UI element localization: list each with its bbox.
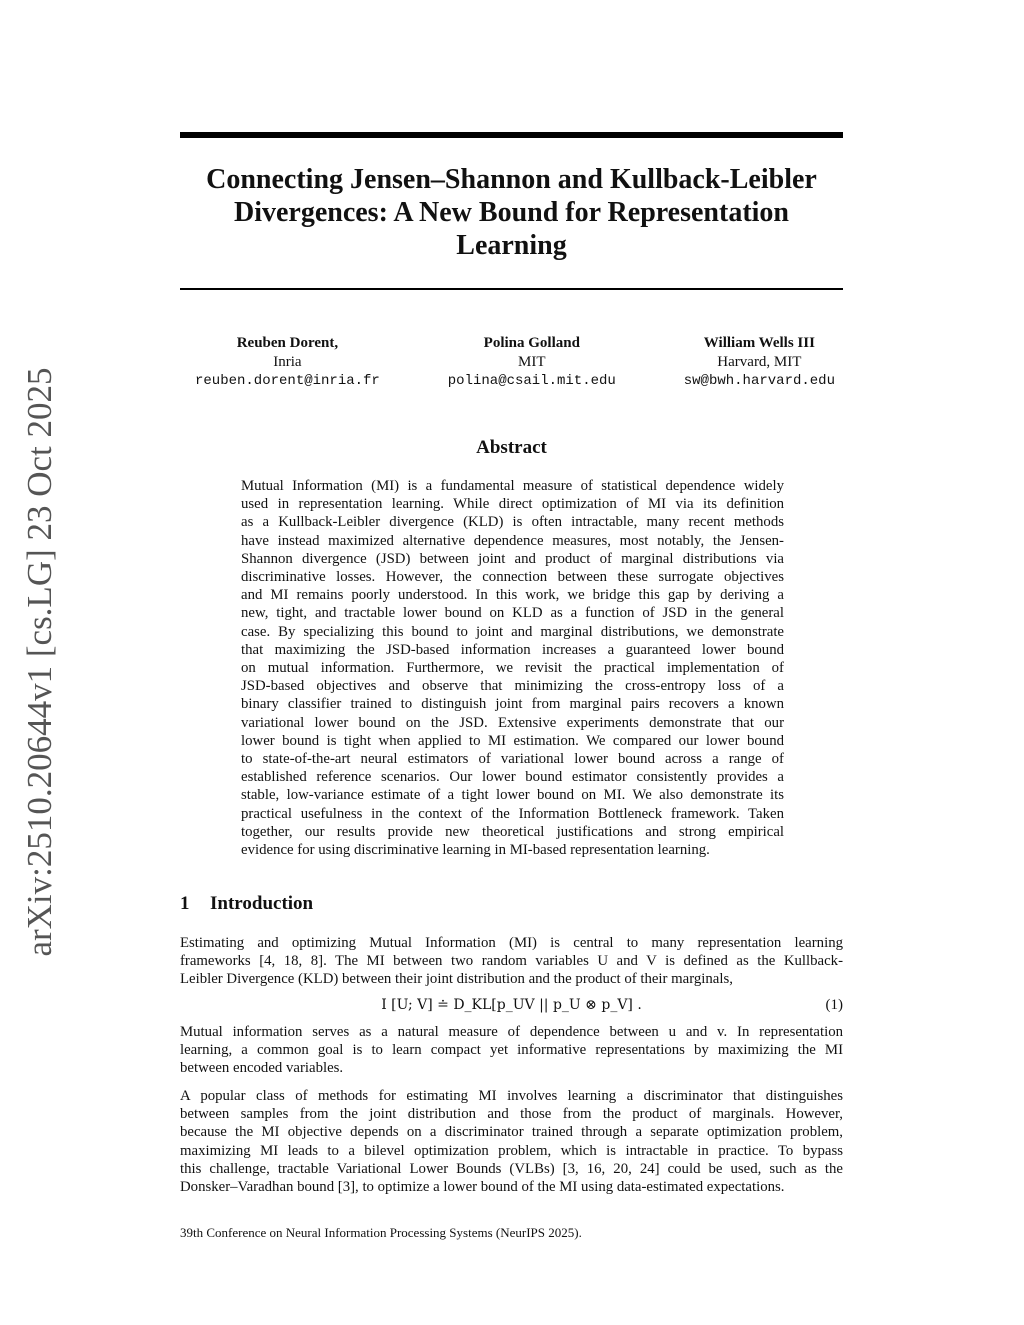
title-line: Learning [456, 230, 567, 261]
author-list [195, 334, 835, 391]
intro-paragraph-2 [180, 1023, 843, 1078]
author-affiliation: MIT [518, 354, 546, 370]
abstract-line: on mutual information. Furthermore, we revisit the practical implementation of [241, 660, 784, 677]
author-email: reuben.dorent@inria.fr [195, 373, 380, 389]
conference-footnote: 39th Conference on Neural Information Processing Systems (NeurIPS 2025). [180, 1225, 582, 1240]
equation-1 [180, 995, 843, 1015]
abstract-body [241, 477, 784, 859]
abstract-line: variational lower bound on the JSD. Extensive experiments demonstrate that our [241, 714, 784, 731]
abstract-line: Shannon divergence (JSD) between joint and product of marginal distributions via [241, 550, 784, 567]
author-name: Polina Golland [483, 335, 580, 351]
abstract-line: discriminative losses. However, the connection between these surrogate objectives [241, 569, 784, 586]
abstract-line: have instead maximized alternative dependence measures, most notably, the Jensen- [241, 532, 784, 549]
section-title: Introduction [210, 893, 314, 914]
abstract-line: binary classifier trained to distinguish joint from marginal pairs recovers a known [241, 696, 784, 713]
paragraph-line: Estimating and optimizing Mutual Information (MI) is central to many representation learning [180, 935, 843, 951]
paragraph-line: Leibler Divergence (KLD) between their joint distribution and the product of their marginals, [180, 971, 733, 988]
intro-paragraph-1 [180, 934, 843, 989]
paper-title [180, 163, 843, 262]
abstract-line: evidence for using discriminative learning in MI-based representation learning. [241, 842, 710, 859]
abstract-line: that maximizing the JSD-based information increases a guaranteed lower bound [241, 641, 784, 658]
abstract-line: lower bound is tight when applied to MI estimation. We compared our lower bound [241, 732, 784, 749]
title-bottom-rule [180, 288, 843, 290]
equation-expression: I [U; V] ≐ D_KL[p_UV || p_U ⊗ p_V] . [381, 997, 642, 1013]
author-name: William Wells III [703, 335, 815, 351]
author-email: sw@bwh.harvard.edu [683, 373, 835, 389]
author-affiliation: Harvard, MIT [717, 354, 802, 370]
abstract-line: stable, low-variance estimate of a tight lower bound on MI. We also demonstrate its [241, 787, 784, 804]
paragraph-line: frameworks [4, 18, 8]. The MI between two random variables U and V is defined as the Kullback- [180, 953, 843, 970]
abstract-line: case. By specializing this bound to joint and marginal distributions, we demonstrate [241, 623, 784, 640]
abstract-line: to state-of-the-art neural estimators of variational lower bound across a range of [241, 751, 784, 768]
paragraph-line: Mutual information serves as a natural measure of dependence between u and v. In representation [180, 1024, 843, 1040]
author-email: polina@csail.mit.edu [447, 373, 616, 389]
paragraph-line: between samples from the joint distribution and those from the product of marginals. However, [180, 1106, 843, 1123]
abstract-line: Mutual Information (MI) is a fundamental measure of statistical dependence widely [241, 478, 784, 494]
intro-paragraph-3 [180, 1087, 843, 1196]
paragraph-line: between encoded variables. [180, 1060, 344, 1077]
abstract-line: and MI remains poorly understood. In this work, we bridge this gap by deriving a [241, 587, 784, 604]
title-top-rule [180, 132, 843, 138]
abstract-line: new, tight, and tractable lower bound on KLD as a function of JSD in the general [241, 605, 784, 622]
arxiv-identifier-stamp: arXiv:2510.20644v1 [cs.LG] 23 Oct 2025 [20, 367, 59, 957]
paragraph-line: learning, a common goal is to learn compact yet informative representations by maximizing the MI [180, 1042, 843, 1059]
paragraph-line: maximizing MI leads to a bilevel optimization problem, which is intractable in practice. To bypass [180, 1142, 843, 1159]
author-block [684, 334, 835, 391]
paragraph-line: Donsker–Varadhan bound [3], to optimize a lower bound of the MI using data-estimated expectations. [180, 1179, 785, 1196]
section-heading-introduction [180, 893, 313, 915]
abstract-line: practical usefulness in the context of the Information Bottleneck framework. Taken [241, 805, 784, 822]
abstract-line: JSD-based objectives and observe that minimizing the cross-entropy loss of a [241, 678, 784, 695]
abstract-line: as a Kullback-Leibler divergence (KLD) is often intractable, many recent methods [241, 514, 784, 531]
abstract-line: established reference scenarios. Our lower bound estimator consistently provides a [241, 769, 784, 786]
paragraph-line: A popular class of methods for estimating MI involves learning a discriminator that distinguishes [180, 1088, 843, 1104]
author-name: Reuben Dorent, [236, 335, 339, 351]
author-block [195, 334, 380, 391]
title-line: Divergences: A New Bound for Representation [233, 197, 790, 228]
author-affiliation: Inria [273, 354, 302, 370]
paragraph-line: this challenge, tractable Variational Lower Bounds (VLBs) [3, 16, 20, 24] could be used, such as the [180, 1160, 843, 1177]
abstract-heading: Abstract [476, 437, 547, 458]
title-line: Connecting Jensen–Shannon and Kullback-Leibler [206, 164, 817, 195]
abstract-line: used in representation learning. While direct optimization of MI via its definition [241, 496, 784, 513]
equation-number: (1) [825, 997, 843, 1013]
paragraph-line: because the MI objective depends on a discriminator trained through a separate optimization problem, [180, 1124, 843, 1141]
abstract-line: together, our results provide new theoretical justifications and strong empirical [241, 823, 784, 840]
author-block [448, 334, 616, 391]
section-number: 1 [180, 893, 190, 914]
